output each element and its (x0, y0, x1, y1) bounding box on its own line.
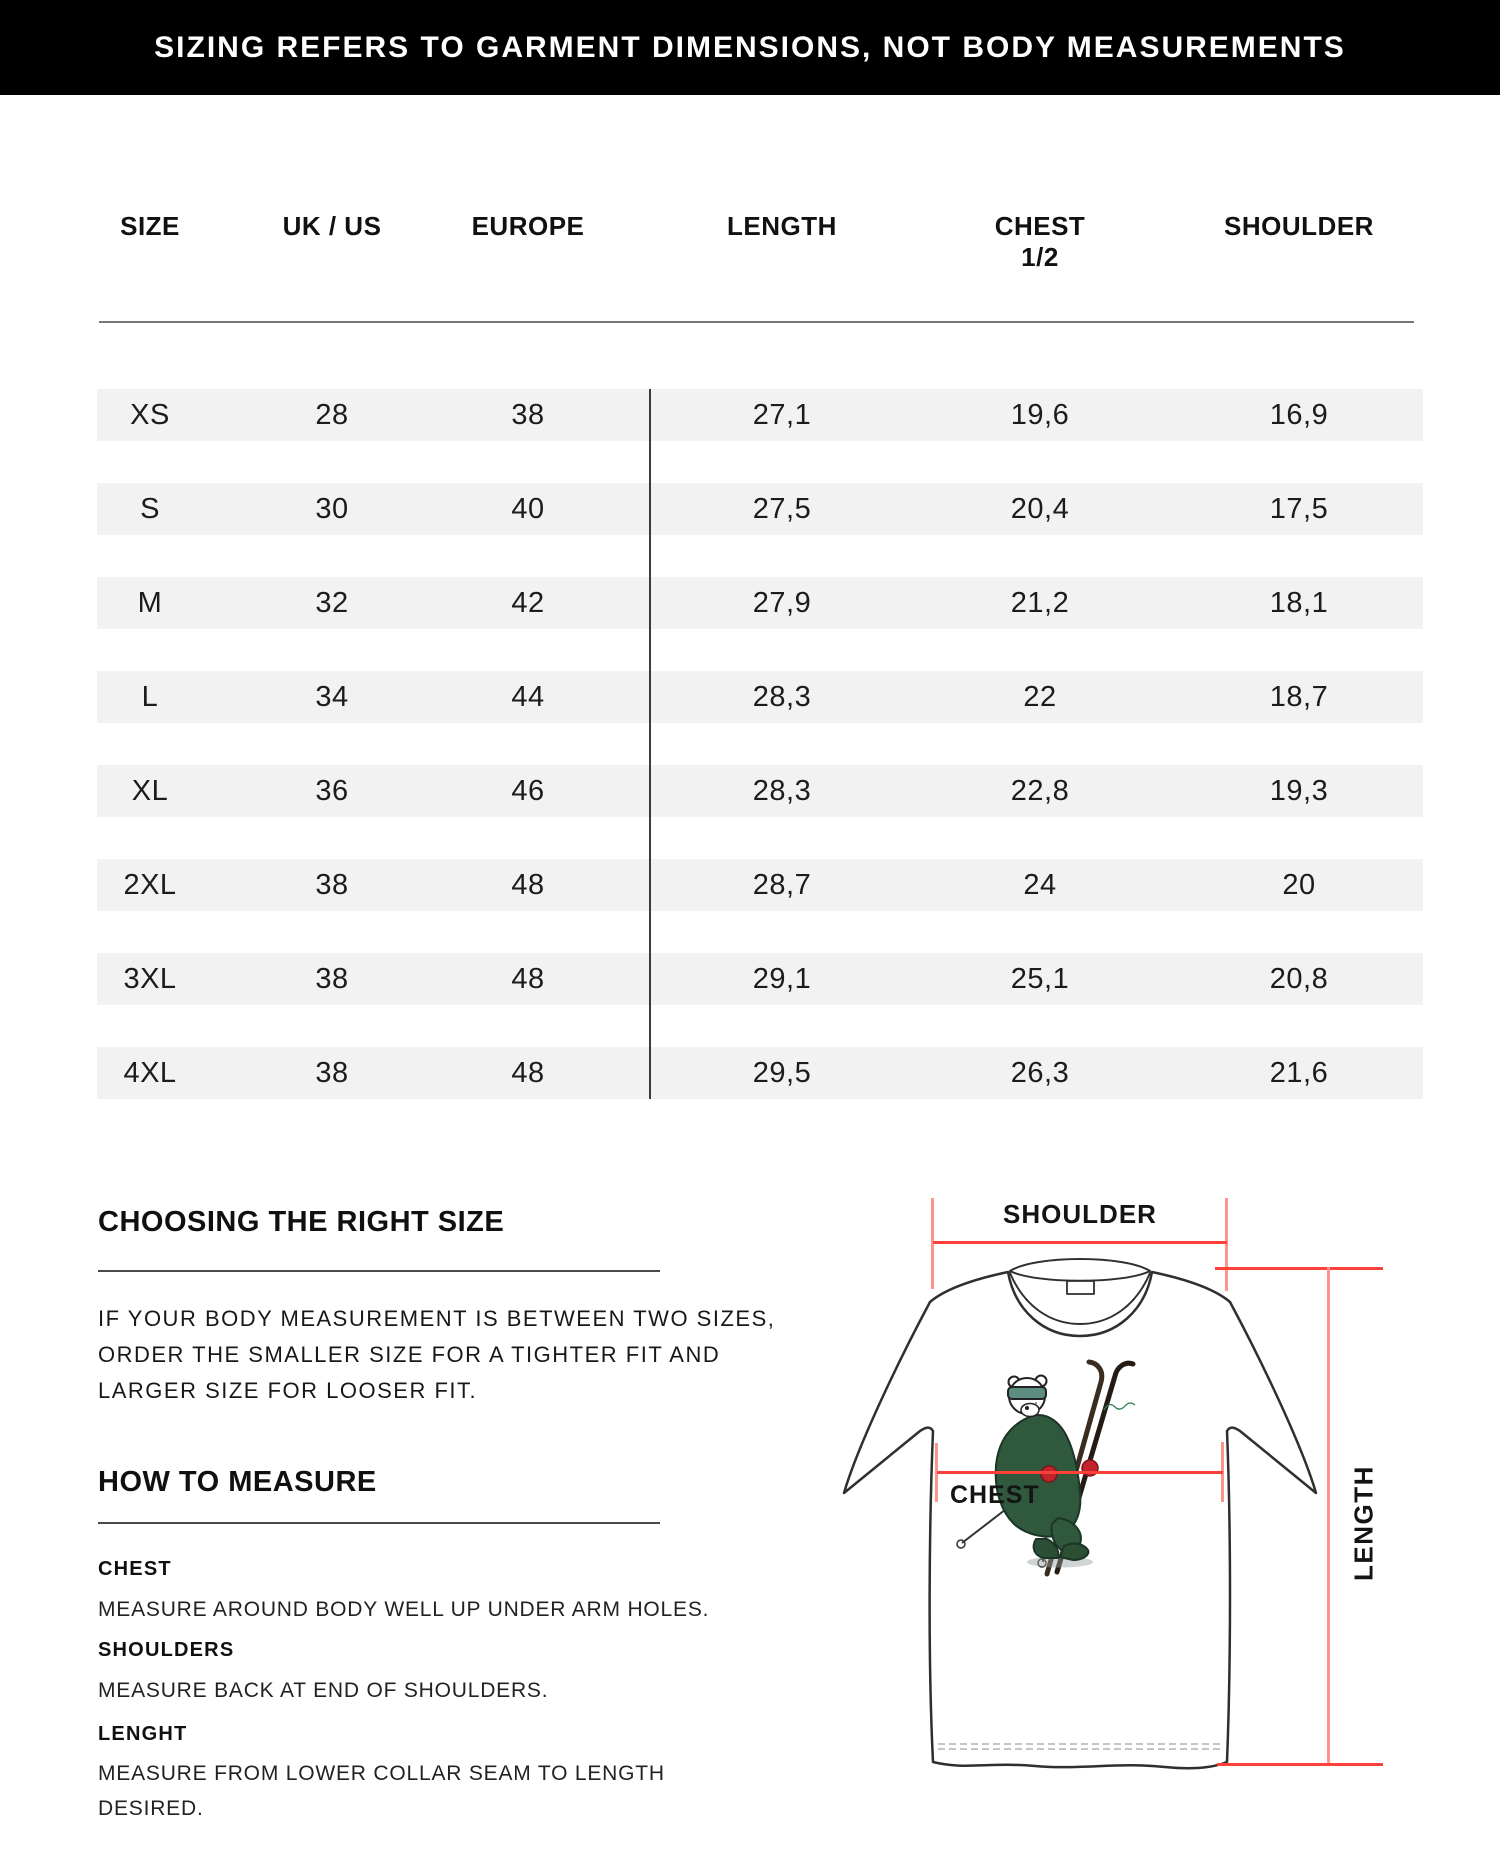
measure-desc-shoulders (98, 1673, 548, 1708)
cell: M (137, 587, 163, 619)
column-header-uk-us: UK / US (282, 211, 382, 241)
cell: 21,2 (1010, 587, 1070, 619)
measure-desc-line: DESIRED. (98, 1797, 204, 1820)
cell: 38 (315, 1057, 349, 1089)
paragraph-line: IF YOUR BODY MEASUREMENT IS BETWEEN TWO SIZES, (98, 1306, 776, 1331)
measure-desc-line: MEASURE BACK AT END OF SHOULDERS. (98, 1679, 549, 1702)
cell: L (141, 681, 159, 713)
how-to-measure-title: HOW TO MEASURE (98, 1466, 377, 1498)
sizing-disclaimer-text: SIZING REFERS TO GARMENT DIMENSIONS, NOT BODY MEASUREMENTS (154, 30, 1346, 64)
shoulder-tick-left (931, 1198, 934, 1289)
measure-desc-line: MEASURE AROUND BODY WELL UP UNDER ARM HOLES. (98, 1598, 710, 1621)
cell: 48 (511, 1057, 545, 1089)
table-row-s (97, 483, 1423, 535)
table-row-4xl (97, 1047, 1423, 1099)
measure-label-shoulders: SHOULDERS (98, 1639, 235, 1661)
cell: 48 (511, 869, 545, 901)
table-row-m (97, 577, 1423, 629)
diagram-length-label: LENGTH (1348, 1465, 1379, 1581)
cell: 18,1 (1269, 587, 1329, 619)
cell: S (140, 493, 160, 525)
cell: 2XL (123, 869, 177, 901)
cell: 28,3 (752, 681, 812, 713)
cell: 22 (1023, 681, 1057, 713)
column-header-length: LENGTH (727, 211, 837, 241)
cell: 18,7 (1269, 681, 1329, 713)
cell: 27,9 (752, 587, 812, 619)
cell: 48 (511, 963, 545, 995)
shoulder-measure-line (933, 1241, 1227, 1244)
table-row-3xl (97, 953, 1423, 1005)
cell: 19,6 (1010, 399, 1070, 431)
column-header-chest: CHEST 1/2 (994, 211, 1086, 272)
cell: 17,5 (1269, 493, 1329, 525)
cell: XS (130, 399, 170, 431)
shoulder-tick-right (1225, 1198, 1228, 1291)
cell: 42 (511, 587, 545, 619)
table-header-rule (99, 321, 1414, 323)
cell: 21,6 (1269, 1057, 1329, 1089)
how-to-measure-rule (98, 1522, 660, 1524)
sizing-disclaimer-banner (0, 0, 1500, 95)
cell: 25,1 (1010, 963, 1070, 995)
table-column-divider (649, 389, 651, 1099)
tshirt-outline (844, 1259, 1316, 1768)
measure-desc-lenght (98, 1756, 665, 1826)
cell: 29,1 (752, 963, 812, 995)
table-row-xs (97, 389, 1423, 441)
column-header-europe: EUROPE (471, 211, 585, 241)
cell: 34 (315, 681, 349, 713)
cell: 28,3 (752, 775, 812, 807)
cell: 22,8 (1010, 775, 1070, 807)
cell: 40 (511, 493, 545, 525)
column-header-sub: 1/2 (1021, 242, 1059, 272)
measure-desc-chest (98, 1592, 709, 1627)
cell: 36 (315, 775, 349, 807)
length-bottom-line (1217, 1763, 1383, 1766)
choosing-size-title: CHOOSING THE RIGHT SIZE (98, 1206, 505, 1238)
choosing-size-paragraph (98, 1301, 775, 1409)
measure-label-chest: CHEST (98, 1558, 172, 1580)
tshirt-diagram (820, 1240, 1340, 1790)
cell: 38 (315, 869, 349, 901)
cell: 27,1 (752, 399, 812, 431)
measure-label-lenght: LENGHT (98, 1723, 188, 1745)
cell: 28,7 (752, 869, 812, 901)
measure-desc-line: MEASURE FROM LOWER COLLAR SEAM TO LENGTH (98, 1762, 665, 1785)
cell: 4XL (123, 1057, 177, 1089)
cell: 27,5 (752, 493, 812, 525)
column-header-size: SIZE (120, 211, 180, 241)
cell: 38 (315, 963, 349, 995)
table-row-l (97, 671, 1423, 723)
cell: 29,5 (752, 1057, 812, 1089)
diagram-chest-label: CHEST (950, 1481, 1040, 1509)
diagram-shoulder-label: SHOULDER (1003, 1199, 1157, 1229)
cell: 24 (1023, 869, 1057, 901)
cell: 16,9 (1269, 399, 1329, 431)
cell: 20,4 (1010, 493, 1070, 525)
cell: 30 (315, 493, 349, 525)
cell: 28 (315, 399, 349, 431)
collar-tag (1067, 1281, 1094, 1294)
chest-measure-line (937, 1471, 1223, 1474)
cell: 20,8 (1269, 963, 1329, 995)
length-top-line (1215, 1267, 1383, 1270)
cell: 38 (511, 399, 545, 431)
paragraph-line: LARGER SIZE FOR LOOSER FIT. (98, 1378, 478, 1403)
cell: 26,3 (1010, 1057, 1070, 1089)
cell: 19,3 (1269, 775, 1329, 807)
table-row-xl (97, 765, 1423, 817)
cell: 46 (511, 775, 545, 807)
column-header-shoulder: SHOULDER (1224, 211, 1374, 241)
cell: 32 (315, 587, 349, 619)
cell: 3XL (123, 963, 177, 995)
cell: XL (131, 775, 169, 807)
cell: 44 (511, 681, 545, 713)
cell: 20 (1282, 869, 1316, 901)
choosing-rule (98, 1270, 660, 1272)
length-vertical-line (1327, 1267, 1330, 1765)
table-row-2xl (97, 859, 1423, 911)
paragraph-line: ORDER THE SMALLER SIZE FOR A TIGHTER FIT AND (98, 1342, 721, 1367)
